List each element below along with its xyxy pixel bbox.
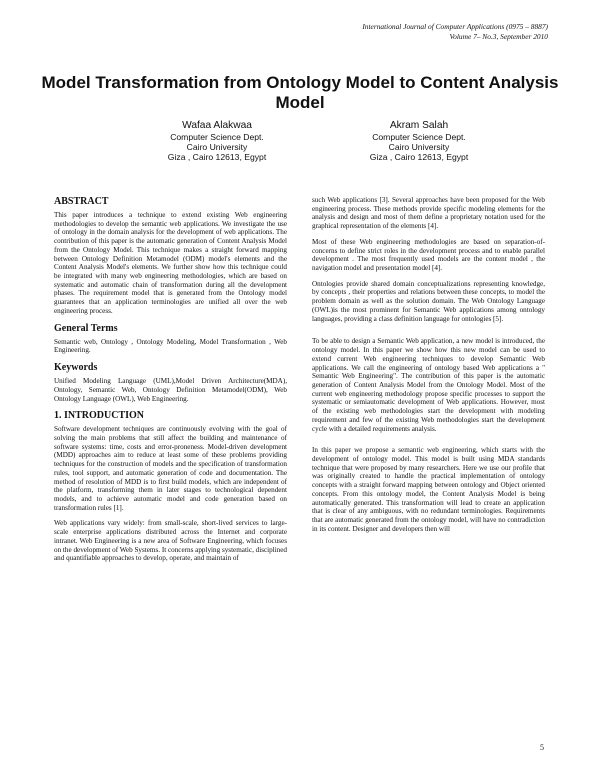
paper-title: Model Transformation from Ontology Model to Content Analysis Model — [41, 73, 559, 112]
right-column — [312, 196, 545, 540]
right-paragraph-2: Most of these Web engineering methodologies are based on separation-of-concerns to define strict roles in the development process and to enable parallel development . The most frequently used models are the content model , the navigation model and presentation model [4]. — [312, 237, 545, 273]
keywords-text: Unified Modeling Language (UML),Model Driven Architecture(MDA), Ontology, Semantic Web, Ontology Definition Metamodel(ODM), Web Ontology Language (OWL), Web Engineering. — [54, 377, 287, 403]
author-name: Wafaa Alakwaa — [182, 120, 252, 131]
page-number: 5 — [540, 743, 544, 752]
keywords-heading: Keywords — [54, 362, 98, 374]
right-paragraph-1: such Web applications [3]. Several approaches have been proposed for the Web engineering process. These methods provide specific modeling elements for the analysis and design and most of them define a proprietary notation used for the graphical representation of the elements [4]. — [312, 196, 545, 231]
author-univ: Cairo University — [186, 142, 248, 153]
abstract-heading: ABSTRACT — [54, 196, 109, 207]
author-univ: Cairo University — [388, 142, 450, 153]
abstract-text: This paper introduces a technique to extend existing Web engineering methodologies to develop the semantic web applications. We investigate the use of ontology in the domain analysis for the development of web applications. The contribution of this paper is the automatic generation of Content Analysis Model from the Ontology Model. This technique makes a straight forward mapping between Ontology Definition Metamodel (ODM) model's elements and the Content Analysis Model's elements. We further show how this technique could be integrated with many web engineering methodologies, which are based on systematic and automatic chain of transformation during all the development phases. The requirement model that is generated from the Ontology model guarantees that an application terminologies are unified all over the web engineering process. — [54, 211, 287, 315]
author-block-2 — [319, 120, 519, 163]
left-column — [54, 196, 287, 570]
right-paragraph-3: Ontologies provide shared domain conceptualizations representing knowledge, by concepts , their properties and relations between these concepts, to model the problem domain as well as the solution domain. The Web Ontology Language (OWL)is the most prominent for Semantic Web applications among ontology languages, providing a class definition language for ontologies [5]. — [312, 279, 545, 323]
journal-header — [362, 22, 548, 42]
intro-paragraph-2: Web applications vary widely: from small-scale, short-lived services to large-scale enterprise applications distributed across the Internet and corporate intranet. Web Engineering is a new area of Software Engineering, which focuses on the development of Web Systems. It concerns applying systematic, disciplined and quantifiable approaches to develop, operate, and maintain of — [54, 519, 287, 563]
journal-line: International Journal of Computer Applications (0975 – 8887) — [362, 22, 548, 31]
author-block-1 — [117, 120, 317, 163]
author-address: Giza , Cairo 12613, Egypt — [369, 152, 469, 163]
author-name: Akram Salah — [389, 120, 449, 131]
volume-line: Volume 7– No.3, September 2010 — [449, 32, 548, 41]
author-dept: Computer Science Dept. — [372, 132, 466, 142]
introduction-heading: 1. INTRODUCTION — [54, 410, 145, 422]
general-terms-heading: General Terms — [54, 322, 118, 334]
general-terms-text: Semantic web, Ontology , Ontology Modeling, Model Transformation , Web Engineering. — [54, 337, 287, 355]
right-paragraph-5: In this paper we propose a semantic web engineering, which starts with the development of ontology model. This model is built using MDA standards technique that were proposed by many researchers. Here we use our profile that was originally created to handle the practical implementation of ontology concepts with a straight forward mapping between ontology and Object oriented concepts. From this ontology model, the Content Analysis Model is being automatically generated. This transformation will lead to create an application that is clear of any ambiguous, with no redundant terminologies. Requirements that are automatic generated from the ontology model, will have no contradiction in its content. Designer and developers then will — [312, 446, 545, 533]
right-paragraph-4: To be able to design a Semantic Web application, a new model is introduced, the ontology model. In this paper we show how this new model can be used to extend current Web engineering techniques to develop Semantic Web applications. We call the engineering of ontology based Web applications a " Semantic Web Engineering". The contribution of this paper is the automatic generation of Content Analysis Model from the Ontology Model. Most of the current web engineering methodology propose specific processes to support the systematic or semiautomatic development of Web applications. However, most of the existing web methodologies start the development with modeling requirement and few of the existing Web methodologies start the development cycle with a detailed requirements analysis. — [312, 337, 545, 433]
author-address: Giza , Cairo 12613, Egypt — [167, 152, 267, 163]
author-dept: Computer Science Dept. — [170, 132, 264, 142]
intro-paragraph-1: Software development techniques are continuously evolving with the goal of solving the main problems that still affect the building and maintenance of software systems: time, costs and error-proneness. Model-driven development (MDD) approaches aim to reduce at least some of these problems providing techniques for the construction of models and the specification of transformation rules, tool support, and automatic generation of code and documentation. The method of resolution of MDD is to first build models, which are independent of the platform, transforming them in later stages to technological dependent models, and to achieve automatic model and code generation based on transformation rules [1]. — [54, 425, 287, 512]
